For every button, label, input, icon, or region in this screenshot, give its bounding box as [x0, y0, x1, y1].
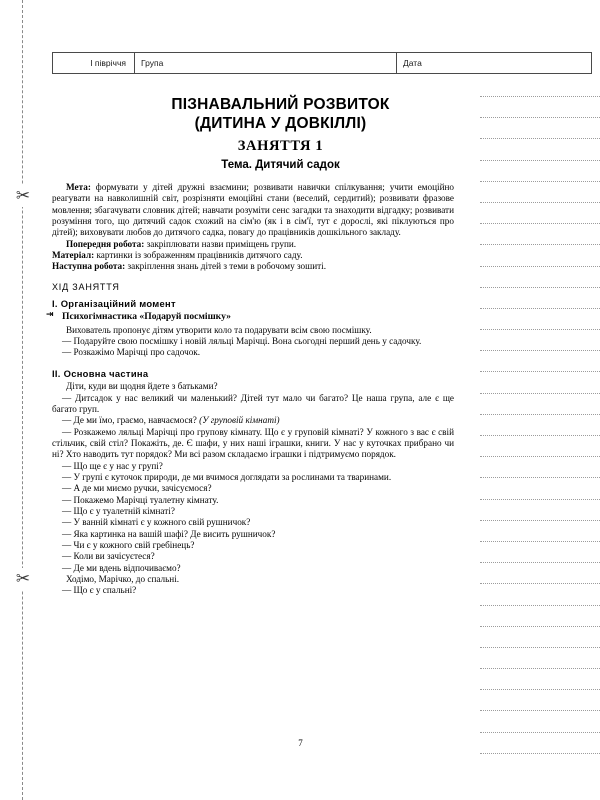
dotted-line [480, 647, 600, 648]
scissors-icon: ✂ [12, 568, 34, 590]
paragraph: — Розкажемо ляльці Марічці про групову кімнату. Що є у груповій кімнаті? У кожного з вас є свій стільчик, свій стіл? Покажіть, де. Є шафи, у них наші іграшки, книги. У нас у куточках прибрано чи ні? Хто наводить тут порядок? Ми всі разом складаємо іграшки і підтримуємо порядок. [52, 426, 454, 460]
dotted-line [480, 689, 600, 690]
dotted-line [480, 393, 600, 394]
page-title-line1: ПІЗНАВАЛЬНИЙ РОЗВИТОК [171, 96, 390, 113]
paragraph: — Що є у спальні? [62, 585, 137, 596]
section-1-heading: I. Організаційний момент [52, 298, 176, 310]
section-2-heading: II. Основна частина [52, 367, 149, 379]
dotted-line [480, 668, 600, 669]
meta-label: Мета: [66, 182, 91, 192]
material-label: Матеріал: [52, 250, 95, 261]
paragraph: — Дитсадок у нас великий чи маленький? Дітей тут мало чи багато? Це наша група, але є ще багато груп. [52, 392, 454, 414]
paragraph: — Покажемо Марічці туалетну кімнату. [62, 494, 219, 505]
prep-paragraph [52, 239, 454, 250]
cut-dashed-line [22, 0, 23, 800]
dotted-line [480, 583, 600, 584]
prep-label: Попередня робота: [66, 238, 145, 249]
header-cell-group: Група [135, 53, 397, 73]
psychogymnastics-label: Психогімнастика «Подаруй посмішку» [62, 311, 231, 323]
scissors-icon: ✂ [12, 185, 34, 207]
paragraph: — Коли ви зачісуєтеся? [62, 551, 155, 562]
arrow-icon: ⇥ [46, 310, 54, 321]
dotted-line [480, 605, 600, 606]
header-cell-period: I півріччя [53, 53, 135, 73]
paragraph-with-answer [52, 415, 454, 426]
dotted-line [480, 626, 600, 627]
paragraph-text: — Де ми їмо, граємо, навчаємося? [62, 415, 197, 426]
header-table [52, 52, 592, 74]
paragraph: — У групі є куточок природи, де ми вчимося доглядати за рослинами та тваринами. [62, 471, 392, 482]
dotted-line [480, 266, 600, 267]
material-text: картинки із зображенням працівників дитячого саду. [94, 250, 303, 261]
page-sheet [48, 0, 600, 800]
dotted-line [480, 287, 600, 288]
paragraph: Діти, куди ви щодня йдете з батьками? [66, 381, 218, 392]
paragraph: Вихователь пропонує дітям утворити коло та подарувати всім свою посмішку. [66, 324, 372, 335]
page-number: 7 [298, 738, 303, 748]
dotted-line [480, 456, 600, 457]
next-work-text: закріплення знань дітей з теми в робочому зошиті. [125, 261, 326, 272]
lesson-title: ЗАНЯТТЯ 1 [237, 138, 324, 154]
spacer [52, 273, 454, 282]
paragraph: — Подаруйте свою посмішку і новій ляльці Марічці. Вона сьогодні перший день у садочку. [62, 336, 422, 347]
dotted-line [480, 350, 600, 351]
psychogymnastics-heading [46, 310, 454, 323]
paragraph: — У ванній кімнаті є у кожного свій рушничок? [62, 517, 251, 528]
next-work-paragraph [52, 261, 454, 272]
dotted-line [480, 329, 600, 330]
paragraph: Ходімо, Марічко, до спальні. [66, 574, 180, 584]
material-paragraph [52, 250, 454, 261]
paragraph: — Розкажімо Марічці про садочок. [62, 347, 201, 358]
dotted-line [480, 477, 600, 478]
dotted-line [480, 308, 600, 309]
dotted-line [480, 541, 600, 542]
dotted-line [480, 499, 600, 500]
paragraph: — А де ми миємо ручки, зачісуємося? [62, 483, 212, 494]
dotted-line [480, 710, 600, 711]
theme-title: Тема. Дитячий садок [221, 159, 340, 171]
page-title [48, 95, 513, 133]
course-heading: ХІД ЗАНЯТТЯ [52, 281, 120, 292]
lesson-body [46, 182, 454, 597]
dotted-line [480, 520, 600, 521]
dotted-writing-lines [480, 96, 600, 774]
dotted-line [480, 435, 600, 436]
dotted-line [480, 753, 600, 754]
paragraph: — Чи є у кожного свій гребінець? [62, 539, 195, 550]
dotted-line [480, 414, 600, 415]
paragraph: — Яка картинка на вашій шафі? Де висить рушничок? [62, 528, 276, 539]
dotted-line [480, 202, 600, 203]
answer-italic: (У груповій кімнаті) [199, 415, 280, 426]
prep-text: закріплювати назви приміщень групи. [144, 238, 297, 249]
header-cell-date: Дата [403, 58, 422, 68]
paragraph: — Що є у туалетній кімнаті? [62, 505, 175, 516]
spacer [52, 359, 454, 368]
paragraph: — Де ми вдень відпочиваємо? [62, 562, 181, 573]
dotted-line [480, 732, 600, 733]
meta-text: формувати у дітей дружні взаємини; розвивати навички спілкування; учити емоційно реагувати на навколишній світ, розрізняти емоційні стани (веселий, сердитий); розвивати фразове мовлення; збагачувати словник дітей; навчати розуміти сенс загадки та знаходити відгадку; розвивати розуміння того, що дитячий садок схожий на сім'ю (як і в сім'ї, тут є дорослі, які піклуються про дітей); виховувати любов до дитячого садка, повагу до працівників дошкільного закладу. [52, 182, 454, 238]
paragraph: — Що ще є у нас у групі? [62, 460, 163, 471]
dotted-line [480, 223, 600, 224]
dotted-line [480, 562, 600, 563]
dotted-line [480, 244, 600, 245]
page-title-line2: (ДИТИНА У ДОВКІЛЛІ) [194, 115, 367, 132]
dotted-line [480, 371, 600, 372]
meta-paragraph [52, 182, 454, 239]
next-work-label: Наступна робота: [52, 261, 126, 272]
dotted-line [480, 181, 600, 182]
